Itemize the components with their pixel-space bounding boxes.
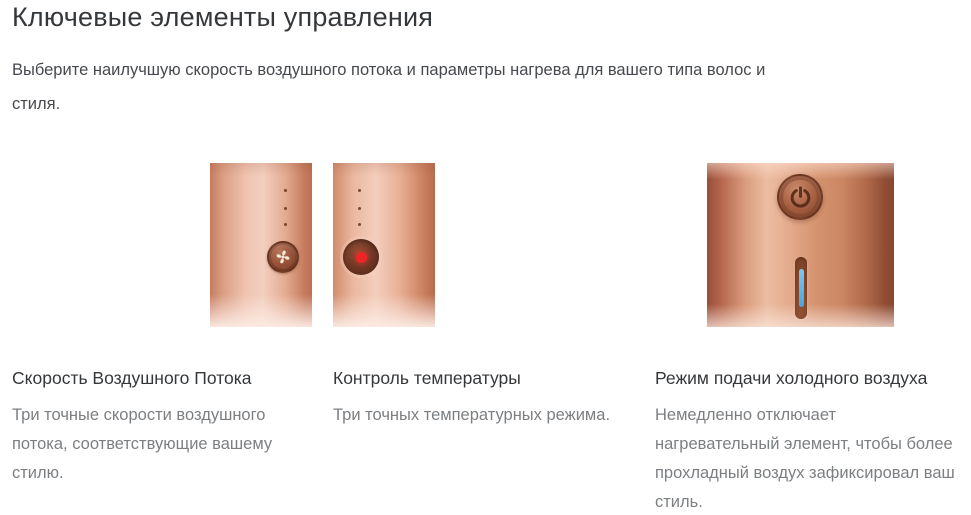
heat-control-button (343, 239, 379, 275)
heat-dot-2 (358, 207, 361, 210)
power-button (777, 174, 823, 220)
feature-description: Три точных температурных режима. (333, 406, 611, 424)
heat-dot-3 (358, 223, 361, 226)
section-subtitle: Выберите наилучшую скорость воздушного потока и параметры нагрева для вашего типа волос и стиля. (12, 61, 766, 113)
feature-title: Контроль температуры (333, 368, 521, 388)
airflow-speed-button (267, 241, 299, 273)
feature-heat (333, 365, 633, 430)
speed-dot-3 (284, 223, 287, 226)
heat-led-icon (356, 252, 367, 263)
section-title: Ключевые элементы управления (12, 2, 434, 32)
feature-title: Режим подачи холодного воздуха (655, 368, 928, 388)
speed-dot-1 (284, 189, 287, 192)
cold-shot-image (707, 163, 894, 327)
feature-title: Скорость Воздушного Потока (12, 368, 252, 388)
feature-airflow (12, 365, 304, 488)
feature-description: Немедленно отключает нагревательный элемент, чтобы более прохладный воздух зафиксировал ваш стиль. (655, 406, 955, 511)
fan-icon (273, 247, 293, 267)
feature-cold-shot (655, 365, 963, 515)
feature-description: Три точные скорости воздушного потока, соответствующие вашему стилю. (12, 406, 273, 482)
speed-dot-2 (284, 207, 287, 210)
power-icon (787, 184, 814, 211)
cold-shot-slider-fill (799, 269, 804, 307)
cold-shot-slider (795, 257, 807, 319)
heat-control-image (333, 163, 435, 327)
airflow-speed-image (210, 163, 312, 327)
heat-dot-1 (358, 189, 361, 192)
